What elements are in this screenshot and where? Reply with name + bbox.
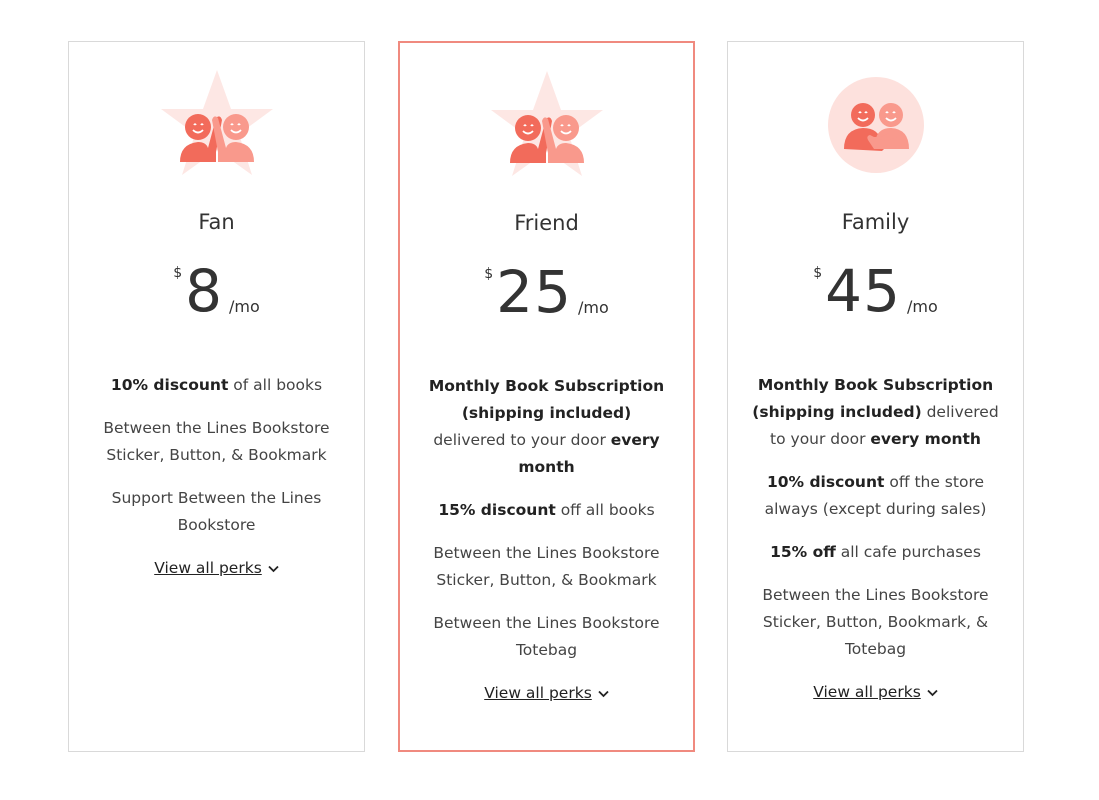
high-five-star-icon — [158, 67, 276, 185]
view-all-perks-link[interactable] — [484, 680, 609, 707]
perk-item — [752, 372, 999, 453]
perk-item — [752, 582, 999, 663]
hug-circle-icon — [817, 67, 935, 185]
perk-text: Between the Lines Bookstore Sticker, Button, Bookmark, & Totebag — [762, 586, 989, 658]
perk-text-bold: every month — [870, 430, 981, 448]
perk-text: Between the Lines Bookstore Sticker, Button, & Bookmark — [433, 544, 660, 589]
perk-text-bold: 10% discount — [110, 376, 229, 394]
perk-text: of all books — [228, 376, 323, 394]
price-currency: $ — [813, 265, 823, 281]
view-all-perks-label: View all perks — [813, 683, 921, 701]
perk-item — [424, 610, 669, 664]
price — [728, 257, 1023, 325]
price-period: /mo — [906, 297, 938, 316]
perk-text: Support Between the Lines Bookstore — [111, 489, 322, 534]
view-all-perks-link[interactable] — [154, 555, 279, 582]
price-period: /mo — [229, 297, 260, 316]
price-currency: $ — [173, 265, 183, 281]
perk-text-bold: 15% discount — [438, 501, 556, 519]
perk-item — [424, 373, 669, 481]
view-all-perks-label: View all perks — [154, 559, 262, 577]
chevron-down-icon — [268, 565, 279, 573]
perk-text-bold: 15% off — [770, 543, 836, 561]
price — [69, 257, 364, 325]
perk-list — [752, 372, 999, 706]
tier-card-family — [727, 41, 1024, 752]
price-amount: 25 — [496, 258, 572, 326]
perk-text: Between the Lines Bookstore Sticker, Button, & Bookmark — [103, 419, 330, 464]
high-five-star-icon — [488, 68, 606, 186]
price-amount: 8 — [185, 257, 224, 325]
perk-item — [424, 497, 669, 524]
perk-text: all cafe purchases — [835, 543, 981, 561]
tier-card-fan — [68, 41, 365, 752]
perk-item — [752, 469, 999, 523]
tier-name: Fan — [198, 210, 235, 234]
price — [400, 258, 693, 326]
tier-card-friend — [398, 41, 695, 752]
price-currency: $ — [484, 266, 494, 282]
perk-item — [93, 485, 340, 539]
price-amount: 45 — [825, 257, 901, 325]
perk-item — [424, 540, 669, 594]
perk-text: Between the Lines Bookstore Totebag — [433, 614, 660, 659]
price-period: /mo — [577, 298, 609, 317]
perk-text-bold: Monthly Book Subscription (shipping included) — [428, 377, 665, 422]
perk-list — [93, 372, 340, 582]
perk-text: delivered to your door — [433, 431, 611, 449]
perk-item — [93, 415, 340, 469]
perk-text: delivered to your door — [770, 403, 999, 448]
tier-name: Family — [841, 210, 910, 234]
view-all-perks-link[interactable] — [813, 679, 938, 706]
view-all-perks-label: View all perks — [484, 684, 592, 702]
perk-list — [424, 373, 669, 707]
perk-text: off all books — [555, 501, 655, 519]
perk-item — [93, 372, 340, 399]
perk-text: off the store always (except during sales) — [764, 473, 987, 518]
chevron-down-icon — [927, 689, 938, 697]
perk-text-bold: Monthly Book Subscription (shipping included) — [752, 376, 994, 421]
chevron-down-icon — [598, 690, 609, 698]
perk-text-bold: every month — [518, 431, 660, 476]
perk-item — [752, 539, 999, 566]
tier-name: Friend — [514, 211, 579, 235]
perk-text-bold: 10% discount — [766, 473, 885, 491]
